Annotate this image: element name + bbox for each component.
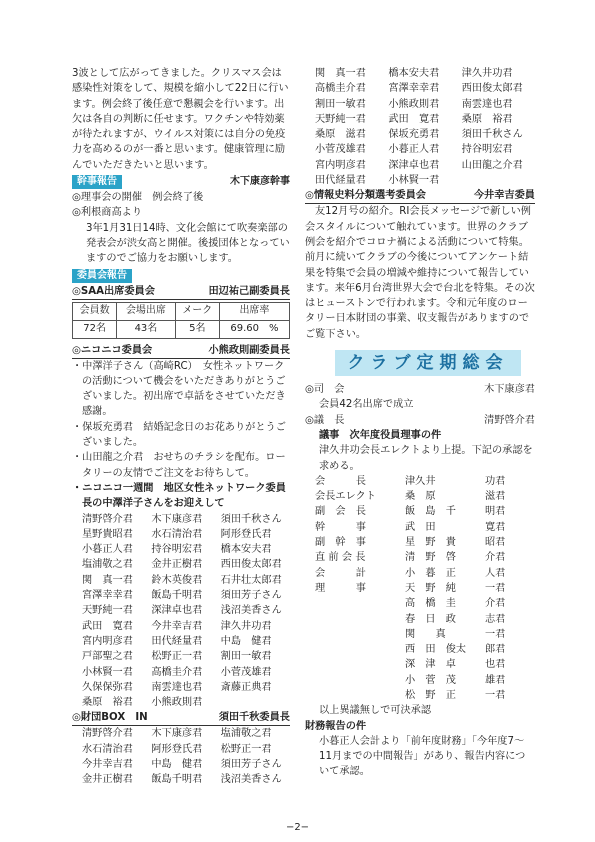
member-name: 松野正一君 bbox=[151, 651, 203, 663]
roster-office bbox=[315, 688, 405, 703]
member-name: 飯島千明君 bbox=[151, 774, 203, 786]
roster-office: 副 会 長 bbox=[315, 506, 366, 518]
roster-surname: 小 菅 茂 bbox=[405, 674, 456, 686]
member-name: 阿形登氏君 bbox=[220, 528, 272, 540]
member-name: 清野啓介君 bbox=[82, 513, 133, 525]
member-name: 山田龍之介君 bbox=[461, 159, 523, 171]
member-name: 桑原 裕君 bbox=[82, 697, 133, 709]
member-name: 高橋圭介君 bbox=[151, 666, 203, 678]
niko-header bbox=[72, 343, 290, 359]
member-name: 斎藤正典君 bbox=[220, 681, 272, 693]
att-header-present: 会場出席 bbox=[117, 302, 175, 320]
roster-surname: 武 田 bbox=[405, 521, 436, 533]
general-meeting-banner: クラブ定期総会 bbox=[335, 350, 521, 376]
roster-office: 副 幹 事 bbox=[315, 537, 366, 549]
member-name: 小熊政則君 bbox=[151, 697, 203, 709]
chair-label: ◎司 会 bbox=[305, 384, 345, 396]
niko-item-1: ・中澤洋子さん（高崎RC） 女性ネットワークの活動について機会をいただきありがとうございました。初出席で卓話をさせていただき感謝。 bbox=[72, 360, 286, 418]
agenda-body: 津久井功会長エレクトより上提。下記の承認を求める。 bbox=[319, 445, 533, 472]
niko-item-3: ・山田龍之介君 おせちのチラシを配布。ロータリーの友情でご注文をお待ちして。 bbox=[72, 452, 286, 479]
info-body: 友12月号の紹介。RI会長メッセージで新しい例会スタイルについて触れています。世界のクラブ例会を紹介でコロナ禍による活動について特集。前月に続いてクラブの今後についてアンケート結果を特集で会員の増減や維持について報告しています。来年6月台湾世界大会で台北を特集。その次はヒューストンで行われます。令和元年度のロータリー日本財団の事業、収支報告がありますのでご覧下さい。 bbox=[305, 206, 535, 340]
roster-surname: 小 暮 正 bbox=[405, 567, 456, 579]
member-name: 小菅茂雄君 bbox=[220, 666, 272, 678]
saa-title: ◎SAA出席委員会 bbox=[72, 285, 155, 297]
box-title: ◎財団BOX IN bbox=[72, 712, 148, 724]
member-name: 阿形登氏君 bbox=[151, 743, 203, 755]
member-name: 須田芳子さん bbox=[220, 590, 282, 602]
roster-office: 会 計 bbox=[315, 567, 366, 579]
member-name: 金井正樹君 bbox=[82, 774, 133, 786]
member-name bbox=[221, 695, 290, 710]
finance-body: 小暮正人会計より「前年度財務」「今年度7～11月までの中間報告」があり、報告内容について承認。 bbox=[319, 735, 526, 778]
member-name: 清野啓介君 bbox=[82, 728, 133, 740]
roster-surname: 深 津 卓 bbox=[405, 659, 456, 671]
box-responsible: 須田千秋委員長 bbox=[218, 712, 290, 724]
info-responsible: 今井幸吉委員 bbox=[473, 190, 535, 202]
roster-office: 幹 事 bbox=[315, 521, 366, 533]
committee-report-label: 委員会報告 bbox=[72, 269, 132, 283]
member-name: 宮澤幸幸君 bbox=[388, 83, 440, 95]
member-name: 今井幸吉君 bbox=[151, 620, 203, 632]
member-name: 関 真一君 bbox=[82, 574, 133, 586]
member-name: 浅沼美香さん bbox=[220, 605, 282, 617]
member-name: 久保保弥君 bbox=[82, 681, 133, 693]
member-name: 宮澤幸幸君 bbox=[82, 590, 133, 602]
left-column bbox=[72, 66, 290, 788]
member-name: 小暮正人君 bbox=[82, 544, 133, 556]
member-name: 今井幸吉君 bbox=[82, 758, 133, 770]
roster-given: 寛君 bbox=[485, 521, 506, 533]
member-name: 松野正一君 bbox=[220, 743, 272, 755]
member-name: 戸部聖之君 bbox=[82, 651, 133, 663]
agenda-title: 議事 次年度役員理事の件 bbox=[319, 429, 442, 441]
roster-given: 郎君 bbox=[485, 644, 506, 656]
roster-surname: 高 橋 圭 bbox=[405, 598, 456, 610]
member-name: 中島 健君 bbox=[151, 758, 203, 770]
member-name: 持谷明宏君 bbox=[151, 544, 203, 556]
president-row bbox=[305, 413, 535, 428]
roster-given: 介君 bbox=[485, 598, 506, 610]
info-title: ◎情報史料分類選考委員会 bbox=[305, 190, 426, 202]
member-name: 天野純一君 bbox=[315, 113, 366, 125]
member-name: 水石清治君 bbox=[82, 743, 133, 755]
member-name: 宮内明彦君 bbox=[315, 159, 366, 171]
member-name: 田代経量君 bbox=[151, 635, 203, 647]
member-name: 飯島千明君 bbox=[151, 590, 203, 602]
president-label: ◎議 長 bbox=[305, 414, 345, 426]
niko-responsible: 小熊政則副委員長 bbox=[208, 344, 290, 356]
box-names bbox=[72, 726, 290, 787]
kanji-report-responsible: 木下康彦幹事 bbox=[230, 176, 290, 188]
roster-given: 明君 bbox=[485, 506, 506, 518]
member-name: 高橋圭介君 bbox=[315, 83, 366, 95]
member-name: 南雲達也君 bbox=[151, 681, 203, 693]
member-name: 石井壮太郎君 bbox=[220, 574, 282, 586]
roster-given: 介君 bbox=[485, 552, 506, 564]
att-header-rate: 出席率 bbox=[219, 302, 289, 320]
member-name: 保坂充勇君 bbox=[388, 129, 440, 141]
att-header-makeup: メーク bbox=[175, 302, 219, 320]
member-name: 南雲達也君 bbox=[461, 98, 513, 110]
member-name: 天野純一君 bbox=[82, 605, 133, 617]
finance-title: 財務報告の件 bbox=[305, 720, 367, 732]
member-name: 津久井功君 bbox=[220, 620, 272, 632]
member-name bbox=[462, 173, 535, 188]
kanji-report-header bbox=[72, 174, 290, 190]
roster-surname: 春 日 政 bbox=[405, 613, 456, 625]
roster-given: 昭君 bbox=[485, 537, 506, 549]
member-name: 鈴木英俊君 bbox=[151, 574, 203, 586]
member-name: 小熊政則君 bbox=[388, 98, 440, 110]
member-name: 小林賢一君 bbox=[388, 175, 440, 187]
member-name: 橋本安夫君 bbox=[388, 68, 440, 79]
intro-paragraph: 3波として広がってきました。クリスマス会は感染性対策をして、規模を縮小して22日に行います。例会終了後任意で懇親会を行います。出欠は各自の判断に任せます。ワクチンや特効薬が待たれますが、ウイルス対策には自分の免疫力を高めるのが一番と思います。健康管理に励んでいただきたいと思います。 bbox=[72, 68, 289, 171]
member-name: 金井正樹君 bbox=[151, 559, 203, 571]
chair-row bbox=[305, 382, 535, 397]
member-name: 木下康彦君 bbox=[151, 728, 203, 740]
member-name: 浅沼美香さん bbox=[220, 774, 282, 786]
roster-given: 志君 bbox=[485, 613, 506, 625]
roster-given: 功君 bbox=[485, 475, 506, 487]
member-name: 須田芳子さん bbox=[220, 758, 282, 770]
member-name: 割田一敏君 bbox=[315, 98, 366, 110]
member-name: 小菅茂雄君 bbox=[315, 144, 366, 156]
roster-given: 一君 bbox=[485, 582, 506, 594]
member-name: 割田一敏君 bbox=[220, 651, 272, 663]
member-name: 桑原 裕君 bbox=[461, 113, 513, 125]
roster-office bbox=[315, 612, 405, 627]
roster-office bbox=[315, 657, 405, 672]
member-name: 西田俊太郎君 bbox=[220, 559, 282, 571]
roster-office: 会 長 bbox=[315, 475, 366, 487]
member-name: 小林賢一君 bbox=[82, 666, 133, 678]
member-name: 関 真一君 bbox=[315, 68, 366, 79]
roster-given: 滋君 bbox=[485, 491, 506, 503]
roster-surname: 飯 島 千 bbox=[405, 506, 456, 518]
roster-office bbox=[315, 596, 405, 611]
member-name: 武田 寛君 bbox=[82, 620, 133, 632]
member-name: 塩浦敬之君 bbox=[82, 559, 133, 571]
saa-header bbox=[72, 284, 290, 300]
att-rate: 69.60 % bbox=[219, 320, 289, 338]
right-column bbox=[305, 66, 535, 780]
roster-given: 雄君 bbox=[485, 674, 506, 686]
member-name: 中島 健君 bbox=[220, 635, 272, 647]
att-header-members: 会員数 bbox=[73, 302, 117, 320]
member-name: 桑原 滋君 bbox=[315, 129, 366, 141]
member-name: 深津卓也君 bbox=[151, 605, 203, 617]
attendance-value-row bbox=[73, 320, 290, 338]
info-header bbox=[305, 188, 535, 204]
committee-report-header bbox=[72, 268, 290, 284]
member-name: 深津卓也君 bbox=[388, 159, 440, 171]
att-members: 72名 bbox=[73, 320, 117, 338]
member-name: 須田千秋さん bbox=[461, 129, 523, 141]
niko-title: ◎ニコニコ委員会 bbox=[72, 344, 153, 356]
member-name: 橋本安夫君 bbox=[220, 544, 272, 556]
roster-surname: 関 真 bbox=[405, 628, 446, 640]
roster-office: 直 前 会 長 bbox=[315, 552, 366, 564]
quorum-note: 会員42名出席で成立 bbox=[319, 399, 414, 411]
kanji-report-label: 幹事報告 bbox=[72, 175, 122, 189]
roster-surname: 清 野 啓 bbox=[405, 552, 456, 564]
member-name: 水石清治君 bbox=[151, 528, 203, 540]
roster-office bbox=[315, 673, 405, 688]
kanji-body: 3年1月31日14時、文化会館にて吹奏楽部の発表会が渋女高と開催。後援団体となっていますのでご協力をお願いします。 bbox=[86, 222, 290, 265]
kanji-item-1: ◎理事会の開催 例会終了後 bbox=[72, 192, 204, 204]
roster-surname: 星 野 貴 bbox=[405, 537, 456, 549]
chair-name: 木下康彦君 bbox=[484, 384, 535, 396]
roster-given: 也君 bbox=[485, 659, 506, 671]
officer-roster bbox=[305, 474, 535, 703]
roster-given: 一君 bbox=[485, 628, 506, 640]
president-name: 清野啓介君 bbox=[484, 414, 535, 426]
roster-surname: 津久井 bbox=[405, 475, 436, 487]
roster-office: 会長エレクト bbox=[315, 491, 376, 503]
roster-office bbox=[315, 642, 405, 657]
roster-surname: 桑 原 bbox=[405, 491, 436, 503]
member-name: 塩浦敬之君 bbox=[220, 728, 272, 740]
box-header bbox=[72, 710, 290, 726]
roster-office bbox=[315, 627, 405, 642]
member-name: 宮内明彦君 bbox=[82, 635, 133, 647]
page-number: −2− bbox=[285, 822, 310, 833]
roster-surname: 天 野 純 bbox=[405, 582, 456, 594]
roster-given: 人君 bbox=[485, 567, 506, 579]
niko-item-2: ・保坂充勇君 結婚記念日のお花ありがとうございました。 bbox=[72, 421, 286, 449]
roster-given: 一君 bbox=[485, 689, 506, 701]
attendance-header-row bbox=[73, 302, 290, 320]
member-name: 武田 寛君 bbox=[388, 113, 440, 125]
niko-week-heading: ・ニコニコ一週間 地区女性ネットワーク委員長の中澤洋子さんをお迎えして bbox=[72, 482, 286, 510]
member-name: 小暮正人君 bbox=[388, 144, 440, 156]
kanji-item-2: ◎利根商高より bbox=[72, 207, 143, 219]
saa-responsible: 田辺祐己副委員長 bbox=[208, 285, 290, 297]
att-makeup: 5名 bbox=[175, 320, 219, 338]
member-name: 津久井功君 bbox=[461, 68, 513, 79]
attendance-table bbox=[72, 302, 290, 339]
member-name: 星野貴昭君 bbox=[82, 528, 133, 540]
member-name: 須田千秋さん bbox=[220, 513, 282, 525]
approval-note: 以上異議無しで可決承認 bbox=[319, 705, 432, 717]
roster-surname: 松 野 正 bbox=[405, 689, 456, 701]
continued-names bbox=[305, 66, 535, 188]
att-present: 43名 bbox=[117, 320, 175, 338]
member-name: 田代経量君 bbox=[315, 175, 366, 187]
niko-week-names bbox=[72, 512, 290, 711]
roster-office: 理 事 bbox=[315, 582, 366, 594]
member-name: 持谷明宏君 bbox=[461, 144, 513, 156]
roster-surname: 西 田 俊太 bbox=[405, 644, 467, 656]
member-name: 西田俊太郎君 bbox=[461, 83, 523, 95]
member-name: 木下康彦君 bbox=[151, 513, 203, 525]
